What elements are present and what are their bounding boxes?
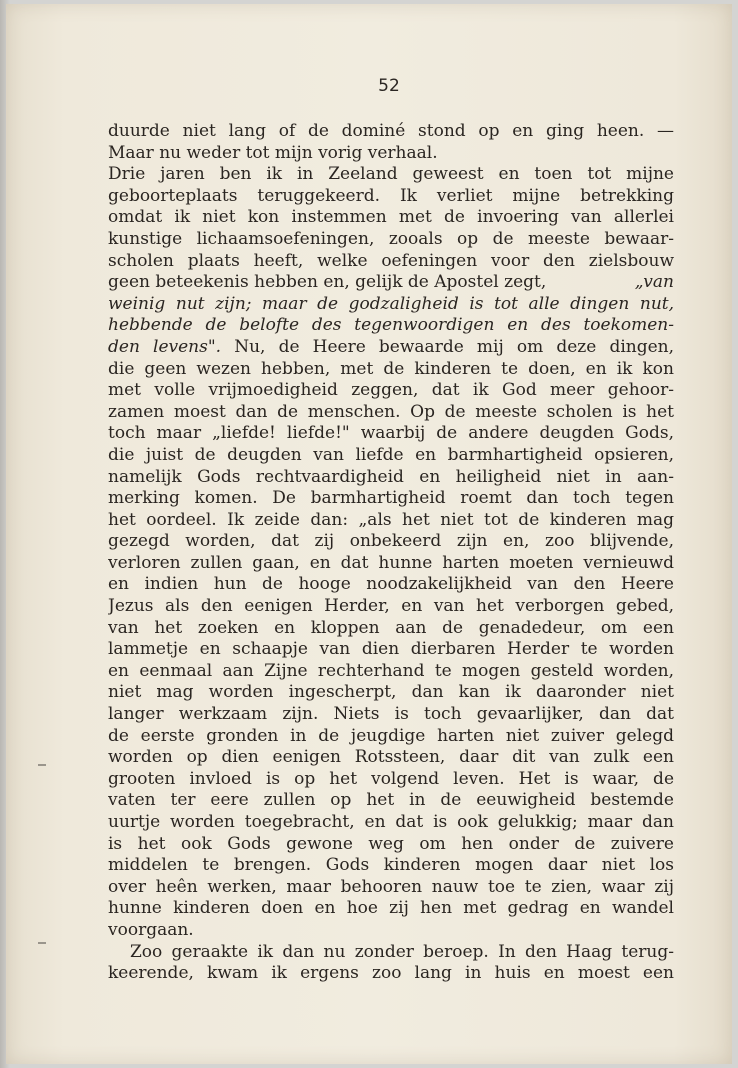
text-line: hunne kinderen doen en hoe zij hen met gedrag en wandel [108, 898, 674, 919]
paragraph-start: Zoo geraakte ik dan nu zonder beroep. In den Haag terug- [130, 941, 674, 962]
text-line: namelijk Gods rechtvaardigheid en heiligheid niet in aan- [108, 466, 674, 487]
text-line: en indien hun de hooge noodzakelijkheid van den Heere [108, 574, 674, 595]
body-text [108, 121, 674, 985]
text-line: verloren zullen gaan, en dat hunne harten moeten vernieuwd [108, 552, 674, 573]
text-line: over heên werken, maar behooren nauw toe te zien, waar zij [108, 876, 674, 897]
text-line: met volle vrijmoedigheid zeggen, dat ik God meer gehoor- [108, 380, 674, 401]
text-line: die juist de deugden van liefde en barmhartigheid opsieren, [108, 444, 674, 465]
text-line: geboorteplaats teruggekeerd. Ik verliet mijne betrekking [108, 185, 674, 206]
text-line: het oordeel. Ik zeide dan: „als het niet tot de kinderen mag [108, 509, 674, 530]
text-line: toch maar „liefde! liefde!" waarbij de andere deugden Gods, [108, 423, 674, 444]
text-line: de eerste gronden in de jeugdige harten niet zuiver gelegd [108, 725, 674, 746]
text-line: middelen te brengen. Gods kinderen mogen daar niet los [108, 855, 674, 876]
text-line-segment: Nu, de Heere bewaarde mij om deze dingen, [221, 336, 674, 357]
text-line: niet mag worden ingescherpt, dan kan ik daaronder niet [108, 682, 674, 703]
text-line: gezegd worden, dat zij onbekeerd zijn en, zoo blijvende, [108, 531, 674, 552]
text-line: kunstige lichaamsoefeningen, zooals op de meeste bewaar- [108, 228, 674, 249]
text-line: Drie jaren ben ik in Zeeland geweest en toen tot mijne [108, 164, 674, 185]
text-line: langer werkzaam zijn. Niets is toch gevaarlijker, dan dat [108, 704, 674, 725]
text-line: voorgaan. [108, 919, 194, 940]
text-line: duurde niet lang of de dominé stond op en ging heen. — [108, 121, 674, 141]
text-line: worden op dien eenigen Rotssteen, daar dit van zulk een [108, 747, 674, 768]
quote-end: den levens". [108, 336, 222, 357]
text-line-segment: geen beteekenis hebben en, gelijk de Apostel zegt, [108, 272, 547, 293]
text-line: keerende, kwam ik ergens zoo lang in huis en moest een [108, 963, 674, 984]
text-line: uurtje worden toegebracht, en dat is ook gelukkig; maar dan [108, 812, 674, 832]
text-line: van het zoeken en kloppen aan de genadedeur, om een [108, 617, 674, 638]
text-line: lammetje en schaapje van dien dierbaren Herder te worden [108, 639, 674, 660]
text-line: die geen wezen hebben, met de kinderen te doen, en ik kon [108, 358, 674, 379]
text-line: scholen plaats heeft, welke oefeningen voor den zielsbouw [108, 250, 674, 271]
text-line: merking komen. De barmhartigheid roemt dan toch tegen [108, 488, 674, 509]
text-line [108, 337, 674, 359]
quote-start: „van [634, 272, 674, 293]
text-line: is het ook Gods gewone weg om hen onder de zuivere [108, 833, 674, 854]
text-line: grooten invloed is op het volgend leven. Het is waar, de [108, 768, 674, 789]
text-line: Jezus als den eenigen Herder, en van het verborgen gebed, [108, 596, 674, 617]
text-line: omdat ik niet kon instemmen met de invoering van allerlei [108, 207, 674, 228]
quoted-line: weinig nut zijn; maar de godzaligheid is tot alle dingen nut, [108, 293, 674, 314]
text-line: vaten ter eere zullen op het in de eeuwigheid bestemde [108, 790, 674, 811]
margin-mark [38, 942, 46, 944]
page-number: 52 [378, 76, 400, 96]
text-line: en eenmaal aan Zijne rechterhand te mogen gesteld worden, [108, 660, 674, 681]
quoted-line: hebbende de belofte des tegenwoordigen en des toekomen- [108, 315, 674, 336]
text-line [108, 272, 674, 294]
margin-mark [38, 764, 46, 766]
text-line: Maar nu weder tot mijn vorig verhaal. [108, 142, 438, 163]
text-line: zamen moest dan de menschen. Op de meeste scholen is het [108, 401, 674, 422]
